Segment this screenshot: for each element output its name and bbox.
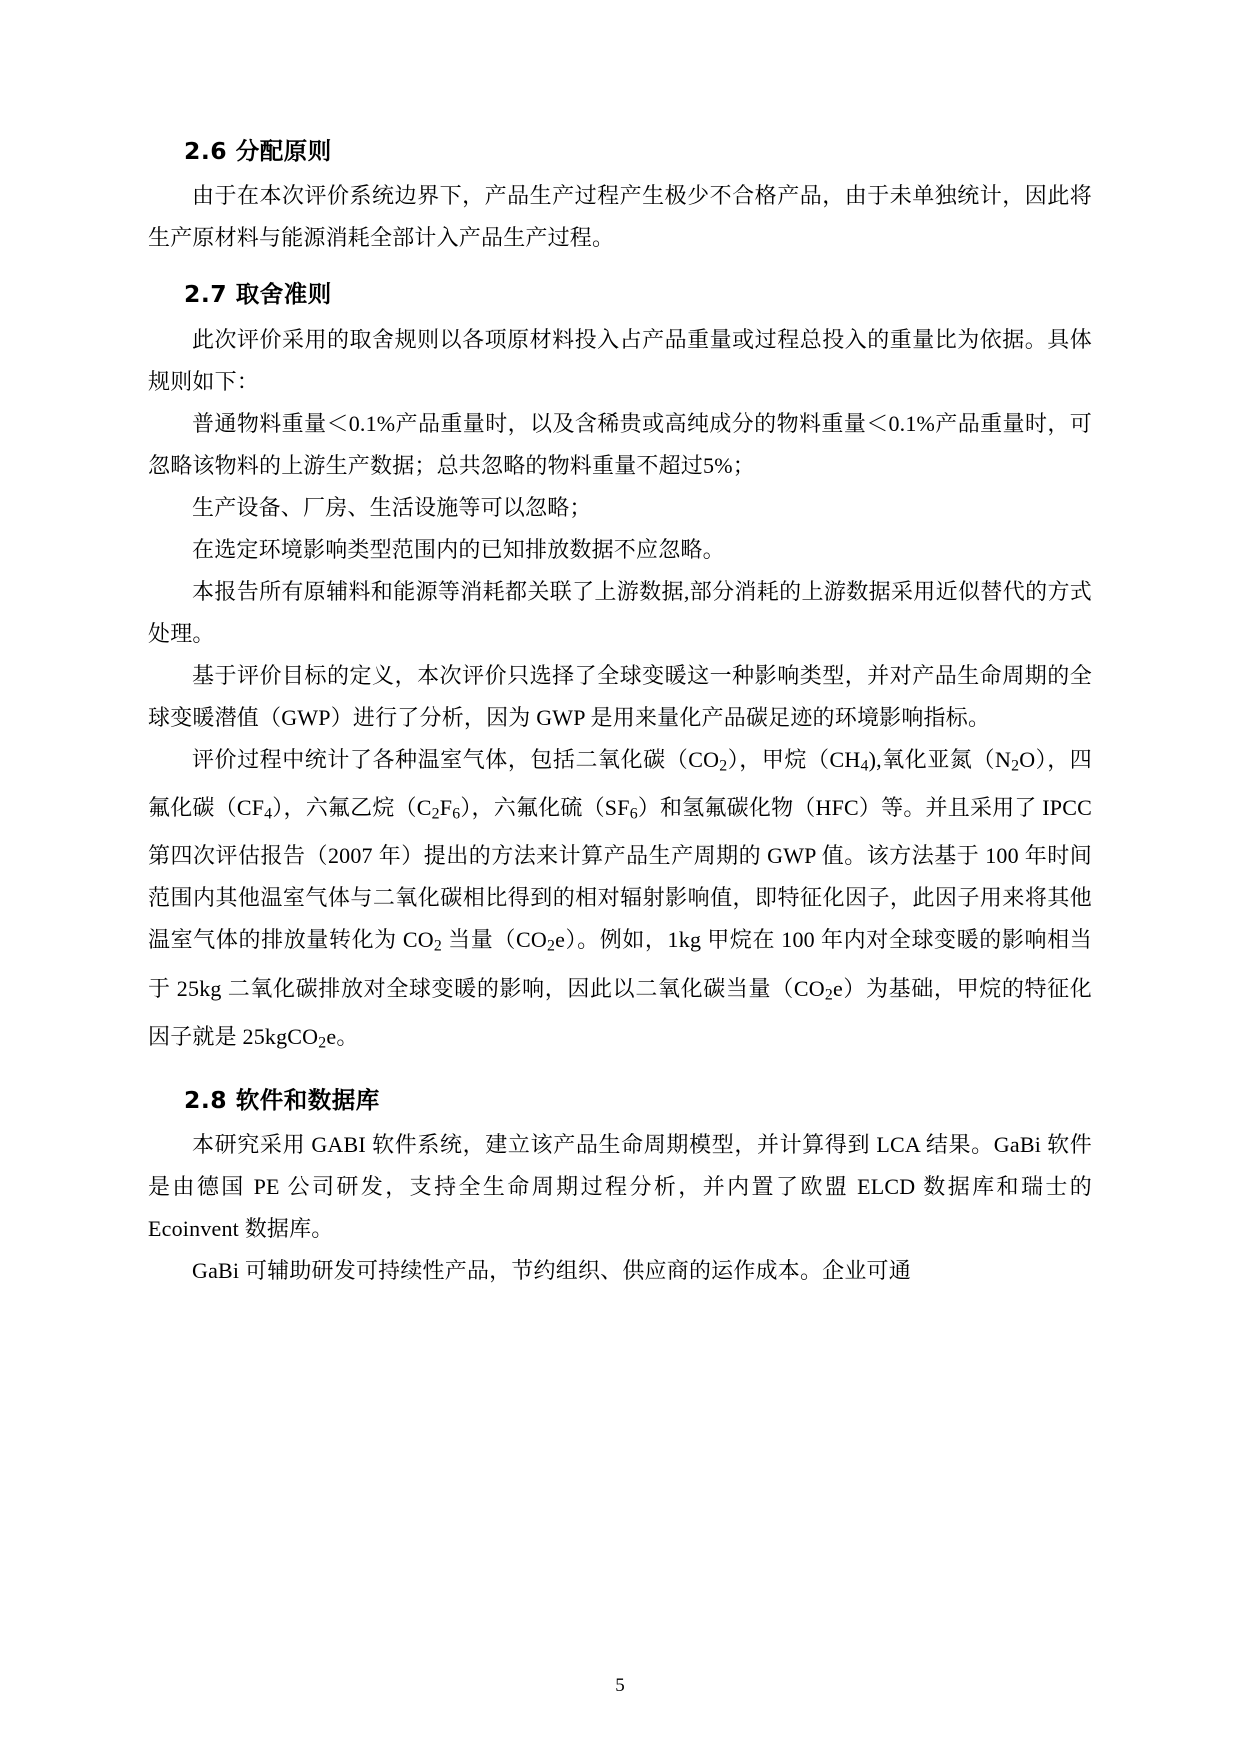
- page-number: 5: [615, 1675, 625, 1696]
- text-part: 评价过程中统计了各种温室气体，包括二氧化碳（CO: [192, 746, 720, 772]
- subscript: 2: [318, 1034, 327, 1052]
- text-part: ），六氟化硫（SF: [460, 794, 630, 820]
- text-part: F: [439, 794, 453, 820]
- paragraph: 本报告所有原辅料和能源等消耗都关联了上游数据,部分消耗的上游数据采用近似替代的方式处理。: [148, 578, 1092, 646]
- subscript: 6: [629, 805, 638, 823]
- section-heading-2-7: 2.7 取舍准则: [184, 280, 332, 309]
- paragraph: 基于评价目标的定义，本次评价只选择了全球变暖这一种影响类型，并对产品生命周期的全球变暖潜值（GWP）进行了分析，因为 GWP 是用来量化产品碳足迹的环境影响指标。: [148, 662, 1092, 730]
- paragraph: GaBi 可辅助研发可持续性产品，节约组织、供应商的运作成本。企业可通: [192, 1258, 911, 1284]
- text-part: e）。例如，1kg 甲烷在 100 年内对全球变暖的影响相当于 25kg 二氧化碳排放对全球变暖的影响，因此以二氧化碳当量（CO: [148, 927, 1092, 1001]
- paragraph: 由于在本次评价系统边界下，产品生产过程产生极少不合格产品，由于未单独统计，因此将生产原材料与能源消耗全部计入产品生产过程。: [148, 183, 1092, 251]
- text-part: ）和氢氟碳化物（HFC）等。并且采用了 IPCC 第四次评估报告（2007 年）提出的方法来计算产品生产周期的 GWP 值。该方法基于 100 年时间范围内其他温室气体与二氧化碳相比得到的相对辐射影响值，即特征化因子，此因子用来将其他温室气体的排放量转化为 CO: [148, 794, 1092, 953]
- paragraph-greenhouse-gases: [148, 739, 1092, 1065]
- paragraph: 生产设备、厂房、生活设施等可以忽略；: [192, 494, 592, 520]
- text-part: 当量（CO: [442, 927, 547, 953]
- subscript: 2: [433, 937, 443, 955]
- paragraph: 普通物料重量＜0.1%产品重量时，以及含稀贵或高纯成分的物料重量＜0.1%产品重量时，可忽略该物料的上游生产数据；总共忽略的物料重量不超过5%；: [148, 410, 1092, 478]
- subscript: 2: [1011, 756, 1020, 774]
- paragraph: 此次评价采用的取舍规则以各项原材料投入占产品重量或过程总投入的重量比为依据。具体规则如下：: [148, 326, 1092, 394]
- subscript: 2: [431, 805, 440, 823]
- subscript: 2: [719, 756, 728, 774]
- paragraph: 在选定环境影响类型范围内的已知排放数据不应忽略。: [192, 536, 725, 562]
- text-part: e。: [326, 1024, 359, 1050]
- text-part: e）为基础，甲烷的特征化因子就是 25kgCO: [148, 975, 1092, 1050]
- document-body: [148, 134, 1092, 1292]
- subscript: 2: [824, 986, 833, 1004]
- section-heading-2-8: 2.8 软件和数据库: [184, 1085, 380, 1114]
- section-heading-2-6: 2.6 分配原则: [184, 137, 332, 165]
- text-part: ),氧化亚氮（N: [868, 746, 1012, 772]
- subscript: 4: [860, 756, 869, 774]
- subscript: 6: [452, 805, 461, 823]
- paragraph: 本研究采用 GABI 软件系统，建立该产品生命周期模型，并计算得到 LCA 结果。GaBi 软件是由德国 PE 公司研发，支持全生命周期过程分析，并内置了欧盟 ELCD 数据库和瑞士的 Ecoinvent 数据库。: [148, 1132, 1092, 1242]
- text-part: ），六氟乙烷（C: [272, 794, 432, 820]
- text-part: O），四氟化碳（CF: [148, 746, 1092, 820]
- subscript: 4: [264, 805, 273, 823]
- subscript: 2: [546, 937, 556, 955]
- text-part: ），甲烷（CH: [727, 746, 861, 772]
